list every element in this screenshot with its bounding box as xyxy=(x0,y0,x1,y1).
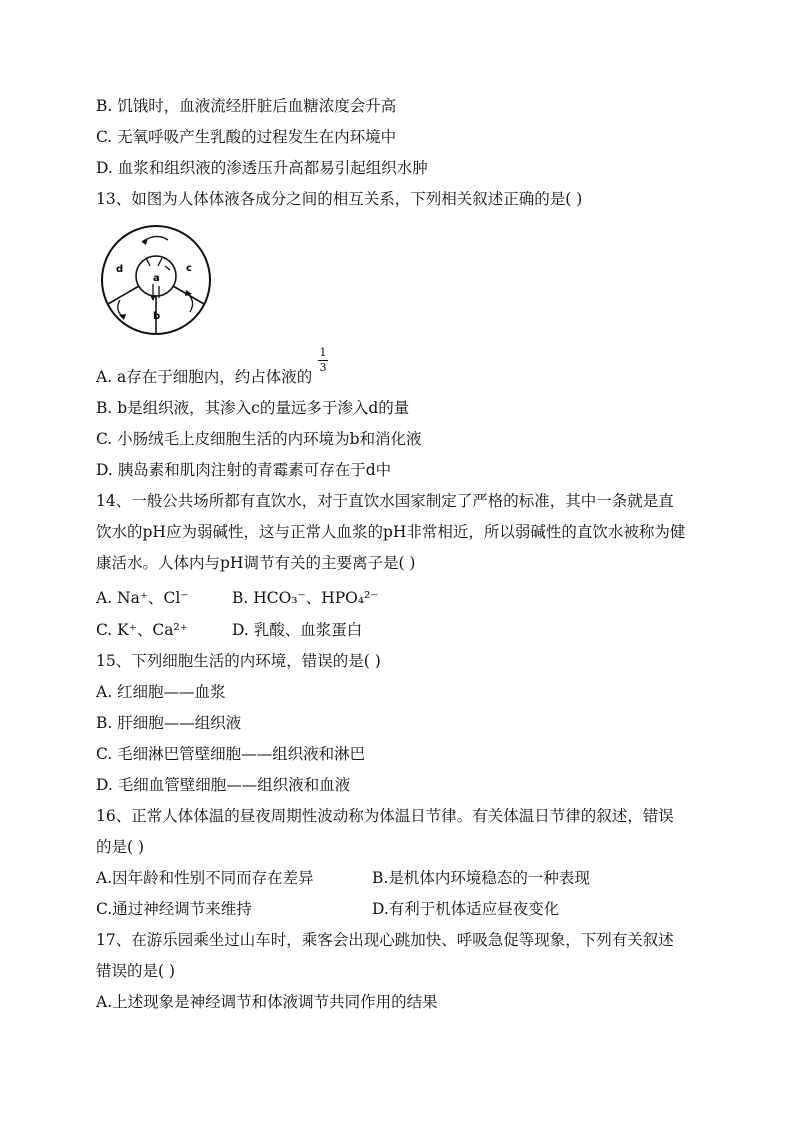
option-15c: C. 毛细淋巴管壁细胞——组织液和淋巴 xyxy=(96,745,366,763)
option-13c: C. 小肠绒毛上皮细胞生活的内环境为b和消化液 xyxy=(96,430,422,448)
option-14a: A. Na⁺、Cl⁻ xyxy=(96,589,189,607)
option-12b: B. 饥饿时，血液流经肝脏后血糖浓度会升高 xyxy=(96,97,397,115)
fraction-one-third xyxy=(318,347,328,374)
option-16a: A.因年龄和性别不同而存在差异 xyxy=(96,869,314,887)
label-a: a xyxy=(153,273,160,284)
option-16c: C.通过神经调节来维持 xyxy=(96,900,252,918)
label-c: c xyxy=(186,263,192,274)
option-14c: C. K⁺、Ca²⁺ xyxy=(96,621,188,639)
arrow-top-head xyxy=(142,238,148,245)
option-15a: A. 红细胞——血浆 xyxy=(96,683,226,701)
option-15d: D. 毛细血管壁细胞——组织液和血液 xyxy=(96,776,351,794)
option-16b: B.是机体内环境稳态的一种表现 xyxy=(372,869,590,887)
arrow-a-down1-head xyxy=(150,295,156,301)
question-17-line1: 17、在游乐园乘坐过山车时，乘客会出现心跳加快、呼吸急促等现象，下列有关叙述 xyxy=(96,931,674,949)
question-14-line3: 康活水。人体内与pH调节有关的主要离子是( ) xyxy=(96,554,416,572)
arrow-a2 xyxy=(158,258,162,266)
option-14b: B. HCO₃⁻、HPO₄²⁻ xyxy=(232,589,379,607)
option-12d: D. 血浆和组织液的渗透压升高都易引起组织水肿 xyxy=(96,159,428,177)
question-14-line2: 饮水的pH应为弱碱性，这与正常人血浆的pH非常相近，所以弱碱性的直饮水被称为健 xyxy=(96,523,686,541)
option-12c: C. 无氧呼吸产生乳酸的过程发生在内环境中 xyxy=(96,128,397,146)
option-16d: D.有利于机体适应昼夜变化 xyxy=(372,900,560,918)
arrow-a1 xyxy=(146,258,150,266)
option-14d: D. 乳酸、血浆蛋白 xyxy=(232,621,363,639)
option-17a: A.上述现象是神经调节和体液调节共同作用的结果 xyxy=(96,993,438,1011)
question-17-line2: 错误的是( ) xyxy=(96,962,176,980)
fraction-denominator: 3 xyxy=(319,361,327,374)
question-13-stem: 13、如图为人体体液各成分之间的相互关系，下列相关叙述正确的是( ) xyxy=(96,190,583,208)
body-fluid-diagram xyxy=(98,222,218,340)
fraction-numerator: 1 xyxy=(319,346,327,359)
question-16-line2: 的是( ) xyxy=(96,838,145,856)
question-14-line1: 14、一般公共场所都有直饮水，对于直饮水国家制定了严格的标准，其中一条就是直 xyxy=(96,492,674,510)
arrow-a3 xyxy=(165,266,170,270)
label-b: b xyxy=(153,311,161,322)
question-15-stem: 15、下列细胞生活的内环境，错误的是( ) xyxy=(96,652,381,670)
option-13a: A. a存在于细胞内，约占体液的 xyxy=(96,368,313,386)
option-13d: D. 胰岛素和肌肉注射的青霉素可存在于d中 xyxy=(96,461,392,479)
option-13b: B. b是组织液，其渗入c的量远多于渗入d的量 xyxy=(96,399,410,417)
option-15b: B. 肝细胞——组织液 xyxy=(96,714,242,732)
label-d: d xyxy=(116,264,124,275)
divider-left xyxy=(108,286,139,304)
question-16-line1: 16、正常人体体温的昼夜周期性波动称为体温日节律。有关体温日节律的叙述，错误 xyxy=(96,807,674,825)
